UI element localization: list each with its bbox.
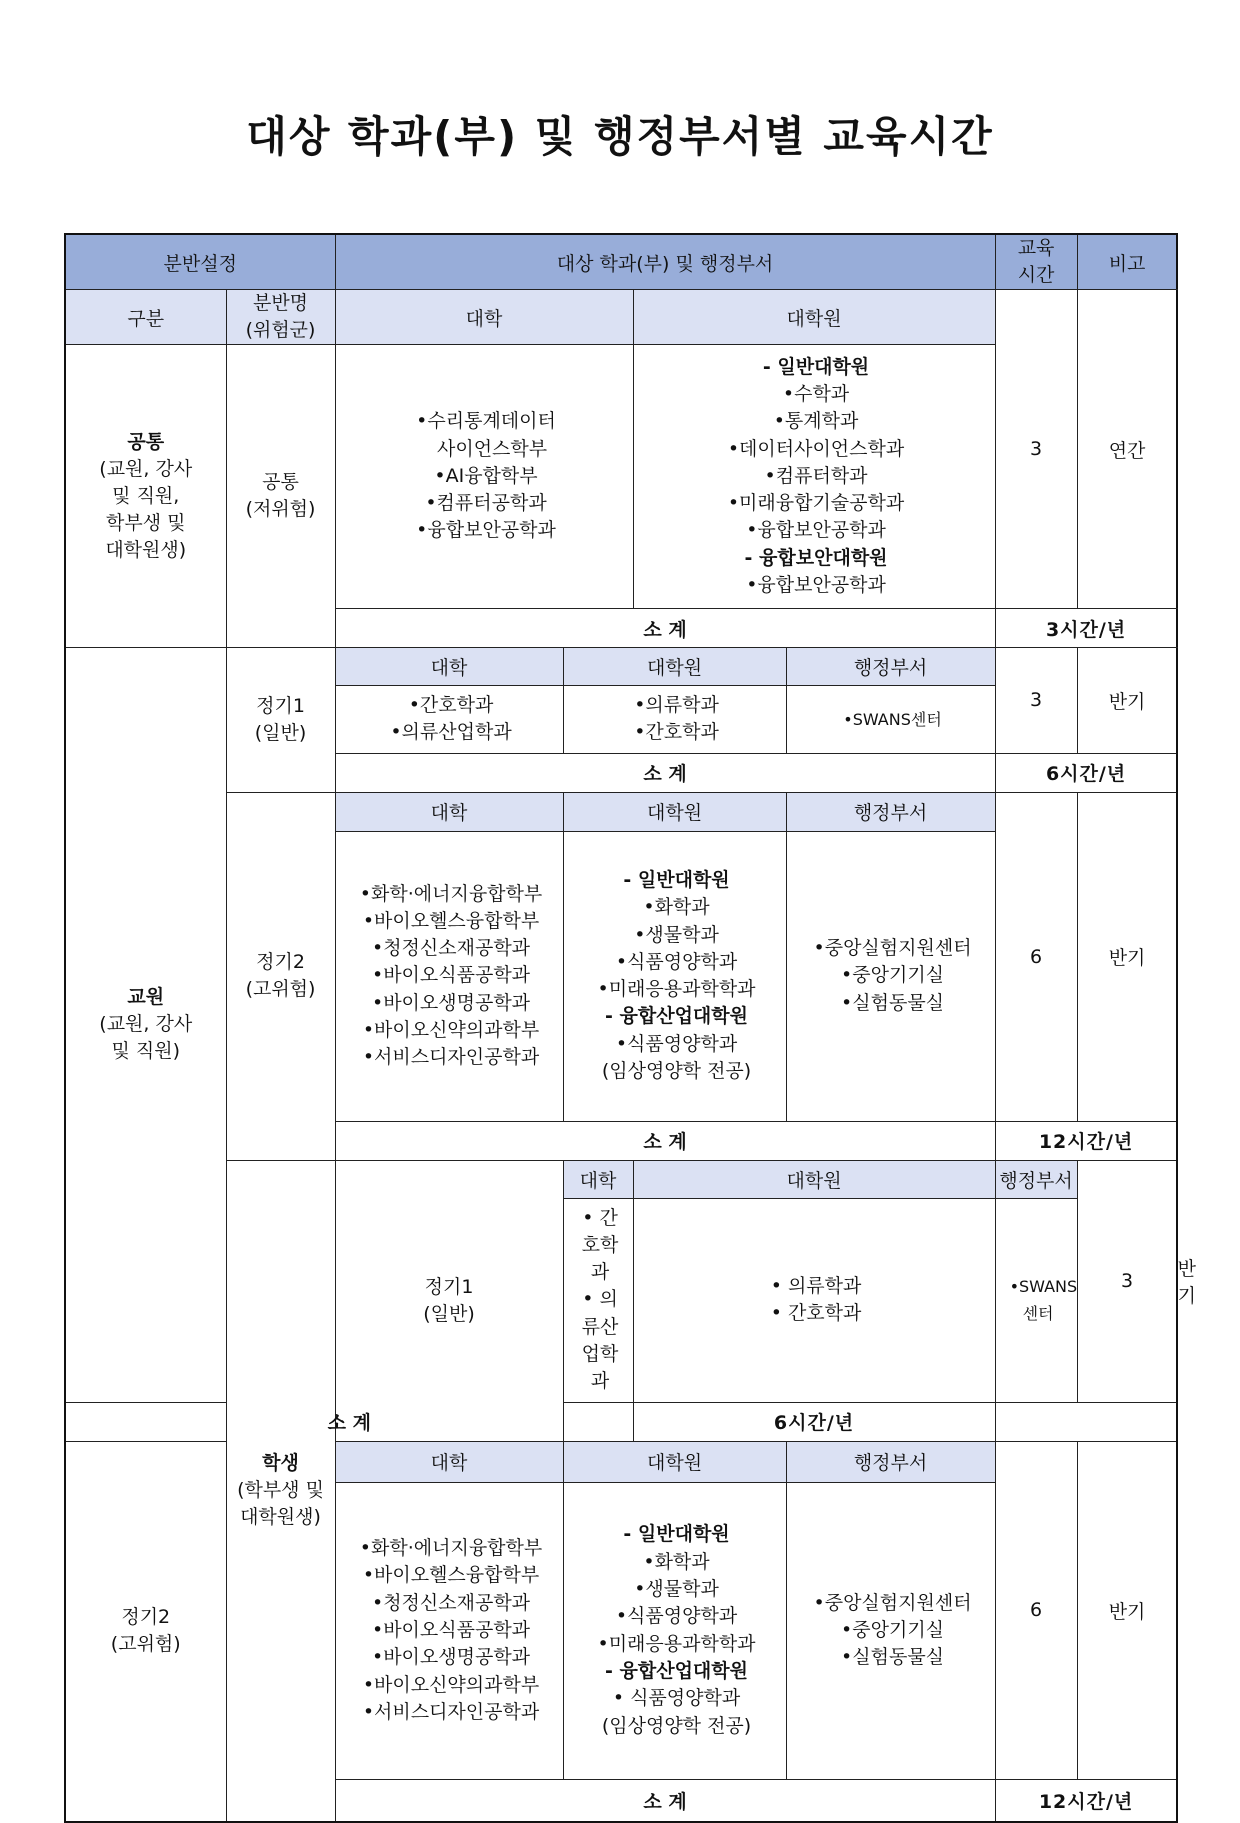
common-class <box>226 345 335 648</box>
faculty-reg1-hours: 3 <box>995 648 1077 754</box>
faculty-reg2-univ-list <box>335 831 563 1121</box>
list-item: •식품영양학과 <box>615 1032 738 1055</box>
list-item: 사이언스학부 <box>424 437 548 460</box>
student-desc-line: (학부생 및 <box>237 1479 324 1502</box>
student-reg2-note: 반기 <box>1077 1441 1177 1779</box>
faculty-reg2-univ-header: 대학 <box>335 792 563 831</box>
common-name: 공통 <box>127 430 165 453</box>
common-univ-list <box>335 345 633 609</box>
list-item: •의류학과 <box>634 694 719 716</box>
common-class-line2: (저위험) <box>245 498 316 520</box>
common-grad-list <box>633 345 995 609</box>
student-reg1-univ-list <box>563 1198 633 1402</box>
list-item: •청정신소재공학과 <box>371 1591 531 1614</box>
header-category: 구분 <box>65 290 226 345</box>
student-reg2-subtotal: 12시간/년 <box>995 1779 1177 1822</box>
list-item: •수학과 <box>782 382 850 405</box>
list-item: •데이터사이언스학과 <box>727 437 905 460</box>
student-reg1-univ-header: 대학 <box>563 1160 633 1198</box>
list-item: •AI융합학부 <box>434 464 538 487</box>
list-item: •중앙실험지원센터 <box>813 937 972 960</box>
header-hours-line1: 교육 <box>1017 237 1055 259</box>
list-item: •바이오생명공학과 <box>371 1646 531 1669</box>
list-item: •융합보안공학과 <box>746 574 886 597</box>
faculty-category <box>65 648 226 1403</box>
header-targets: 대상 학과(부) 및 행정부서 <box>335 234 995 290</box>
faculty-reg2-class-line2: (고위험) <box>245 978 316 1001</box>
student-reg2-class <box>65 1441 226 1822</box>
list-item: •융합보안공학과 <box>416 519 556 542</box>
list-item: (임상영양학 전공) <box>601 1714 752 1737</box>
faculty-reg2-subtotal-label: 소 계 <box>335 1121 995 1160</box>
faculty-reg1-class-line2: (일반) <box>254 721 307 744</box>
list-item: •생물학과 <box>634 1578 719 1601</box>
list-item: •통계학과 <box>773 410 859 433</box>
list-item: •바이오헬스융합학부 <box>362 909 540 932</box>
faculty-reg2-class-line1: 정기2 <box>256 951 305 974</box>
list-item: •청정신소재공학과 <box>371 937 531 960</box>
list-item: •컴퓨터학과 <box>764 464 868 487</box>
faculty-reg2-admin-header: 행정부서 <box>786 792 995 831</box>
faculty-desc-line: (교원, 강사 <box>99 1013 193 1036</box>
student-reg1-class-line1: 정기1 <box>424 1275 474 1298</box>
header-group-setting: 분반설정 <box>65 234 335 290</box>
student-reg1-subtotal: 6시간/년 <box>633 1402 995 1441</box>
list-heading: - 융합산업대학원 <box>605 1659 748 1682</box>
header-class-name-line1: 분반명 <box>252 292 309 314</box>
list-item: •SWANS센터 <box>843 709 942 729</box>
list-heading: - 융합산업대학원 <box>605 1005 748 1028</box>
student-reg1-grad-header: 대학원 <box>633 1160 995 1198</box>
faculty-reg1-note: 반기 <box>1077 648 1177 754</box>
list-item: •생물학과 <box>634 923 719 946</box>
list-item: •컴퓨터공학과 <box>425 492 547 515</box>
list-item: •화학·에너지융합학부 <box>359 1537 543 1560</box>
header-grad: 대학원 <box>633 290 995 345</box>
list-item: •수리통계데이터 <box>416 410 556 433</box>
list-item: •바이오생명공학과 <box>371 991 531 1014</box>
student-reg2-subtotal-label: 소 계 <box>335 1779 995 1822</box>
faculty-reg2-class <box>226 792 335 1160</box>
common-category <box>65 345 226 648</box>
student-reg2-univ-list <box>335 1482 563 1779</box>
faculty-reg1-grad-header: 대학원 <box>563 648 786 686</box>
student-reg2-admin-header: 행정부서 <box>786 1441 995 1482</box>
list-item: •중앙기기실 <box>841 1619 945 1642</box>
faculty-reg1-admin-header: 행정부서 <box>786 648 995 686</box>
header-hours <box>995 234 1077 290</box>
student-reg1-admin-list <box>995 1198 1077 1402</box>
list-item: •SWANS센터 <box>1009 1276 1078 1324</box>
list-item: •바이오신약의과학부 <box>362 1019 540 1042</box>
student-reg2-univ-header: 대학 <box>335 1441 563 1482</box>
student-reg1-grad-list <box>633 1198 995 1402</box>
list-heading: - 일반대학원 <box>762 355 870 378</box>
student-reg1-class <box>335 1160 563 1441</box>
faculty-reg1-grad-list <box>563 686 786 754</box>
faculty-reg2-grad-list <box>563 831 786 1121</box>
faculty-reg1-class-line1: 정기1 <box>256 694 305 717</box>
list-item: • 간호학과 <box>581 1206 619 1284</box>
student-reg2-admin-list <box>786 1482 995 1779</box>
header-class-name <box>226 290 335 345</box>
list-item: •바이오식품공학과 <box>371 1619 531 1642</box>
header-hours-line2: 시간 <box>1017 264 1055 286</box>
faculty-reg2-note: 반기 <box>1077 792 1177 1121</box>
list-heading: - 융합보안대학원 <box>744 546 888 569</box>
list-item: •화학과 <box>643 896 710 919</box>
list-heading: - 일반대학원 <box>623 1523 730 1546</box>
header-univ: 대학 <box>335 290 633 345</box>
education-hours-table: 분반설정 대상 학과(부) 및 행정부서 교육 시간 비고 구분 분반명 (위험군) 대학 대학원 3 연간 공통 (교원, 강사 및 직원, 학부생 및 대학원생) 공통 (저위험) •수리통계데이터 사이언스학부 •AI융합학부 •컴퓨터공학과 •융합보안공학과 - 일반대학원 •수학과 •통계학과 •데이터사이언스학과 •컴퓨터학과 •미래융합기술공학과 •융합보안공학과 - 융합보안대학원 •융합보안공학과 소 계 3시간/년 교원 (교원, 강사 및 직원) 정기1 (일반) 대학 대학원 행정부서 3 반기 •간호학과 •의류산업학과 •의류학과 •간호학과 •SWANS센터 소 계 6시간/년 정기2 (고위험) 대학 대학원 행정부서 6 반기 •화학·에너지융합학부 •바이오헬스융합학부 •청정신소재공학과 •바이오식품공학과 •바이오생명공학과 •바이오신약의과학부 •서비스디자인공학과 - 일반대학원 •화학과 •생물학과 •식품영양학과 •미래응용과학학과 - 융합산업대학원 •식품영양학과 (임상영양학 전공) •중앙실험지원센터 •중앙기기실 •실험동물실 소 계 12시간/년 학생 (학부생 및 대학원생) 정기1 (일반) 대학 대학원 행정부서 3 반기 • 간호학과 • 의류산업학과 • 의류학과 • 간호학과 •SWANS센터 소 계 6시간/년 정기2 (고위험) 대학 대학원 행정부서 6 반기 •화학·에너지융합학부 •바이오헬스융합학부 •청정신소재공학과 •바이오식품공학과 •바이오생명공학과 •바이오신약의과학부 •서비스디자인공학과 - 일반대학원 •화학과 •생물학과 •식품영양학과 •미래응용과학학과 - 융합산업대학원 • 식품영양학과 (임상영양학 전공) •중앙실험지원센터 •중앙기기실 •실험동물실 소 계 12시간/년 <box>64 233 1178 1823</box>
list-item: •의류산업학과 <box>390 721 512 744</box>
faculty-reg2-grad-header: 대학원 <box>563 792 786 831</box>
list-item: •서비스디자인공학과 <box>362 1046 540 1069</box>
student-reg2-class-line2: (고위험) <box>110 1633 181 1656</box>
faculty-reg1-subtotal-label: 소 계 <box>335 753 995 792</box>
page-title: 대상 학과(부) 및 행정부서별 교육시간 <box>246 112 994 161</box>
list-heading: - 일반대학원 <box>623 868 730 891</box>
list-item: •바이오헬스융합학부 <box>362 1564 540 1587</box>
list-item: •융합보안공학과 <box>746 519 886 542</box>
student-reg1-admin-header: 행정부서 <box>995 1160 1077 1198</box>
student-reg1-class-line2: (일반) <box>423 1302 475 1325</box>
student-desc-line: 대학원생) <box>240 1506 321 1529</box>
list-item: • 의류산업학과 <box>581 1288 619 1393</box>
faculty-reg2-subtotal: 12시간/년 <box>995 1121 1177 1160</box>
student-reg2-grad-header: 대학원 <box>563 1441 786 1482</box>
common-class-line1: 공통 <box>262 471 299 493</box>
list-item: •미래응용과학학과 <box>597 978 756 1001</box>
common-subtotal: 3시간/년 <box>995 609 1177 648</box>
common-subtotal-label: 소 계 <box>335 609 995 648</box>
list-item: •미래응용과학학과 <box>597 1632 756 1655</box>
list-item: •간호학과 <box>408 694 494 716</box>
faculty-reg1-admin-list <box>786 686 995 754</box>
common-desc-line: 및 직원, <box>112 484 180 507</box>
common-hours: 3 <box>995 290 1077 609</box>
list-item: •바이오신약의과학부 <box>362 1673 540 1696</box>
student-name: 학생 <box>262 1452 299 1475</box>
list-item: •실험동물실 <box>841 991 945 1014</box>
list-item: • 간호학과 <box>770 1302 862 1325</box>
student-category <box>226 1160 335 1822</box>
student-reg1-subtotal-label: 소 계 <box>65 1402 633 1441</box>
student-reg2-grad-list <box>563 1482 786 1779</box>
student-reg1-hours: 3 <box>1077 1160 1177 1402</box>
list-item: •실험동물실 <box>841 1646 945 1669</box>
faculty-reg1-subtotal: 6시간/년 <box>995 753 1177 792</box>
list-item: •화학·에너지융합학부 <box>359 882 543 905</box>
list-item: •식품영양학과 <box>615 950 738 973</box>
faculty-reg1-univ-header: 대학 <box>335 648 563 686</box>
header-class-name-line2: (위험군) <box>245 319 316 341</box>
common-desc-line: 학부생 및 <box>106 511 186 534</box>
faculty-reg2-hours: 6 <box>995 792 1077 1121</box>
student-reg2-class-line1: 정기2 <box>121 1606 171 1629</box>
header-note: 비고 <box>1077 234 1177 290</box>
list-item: •중앙기기실 <box>841 964 945 987</box>
list-item: •서비스디자인공학과 <box>362 1700 540 1723</box>
faculty-name: 교원 <box>127 986 165 1009</box>
list-item: •미래융합기술공학과 <box>727 492 905 515</box>
list-item: • 식품영양학과 <box>612 1687 741 1710</box>
list-item: •바이오식품공학과 <box>371 964 531 987</box>
student-reg2-hours: 6 <box>995 1441 1077 1779</box>
faculty-desc-line: 및 직원) <box>111 1040 180 1063</box>
common-note: 연간 <box>1077 290 1177 609</box>
common-desc-line: 대학원생) <box>105 538 187 561</box>
list-item: •화학과 <box>643 1550 710 1573</box>
faculty-reg1-class <box>226 648 335 793</box>
list-item: (임상영양학 전공) <box>601 1059 752 1082</box>
list-item: •식품영양학과 <box>615 1605 738 1628</box>
faculty-reg1-univ-list <box>335 686 563 754</box>
common-desc-line: (교원, 강사 <box>99 457 193 480</box>
list-item: •중앙실험지원센터 <box>813 1591 972 1614</box>
faculty-reg2-admin-list <box>786 831 995 1121</box>
list-item: • 의류학과 <box>770 1274 862 1297</box>
list-item: •간호학과 <box>634 721 719 744</box>
